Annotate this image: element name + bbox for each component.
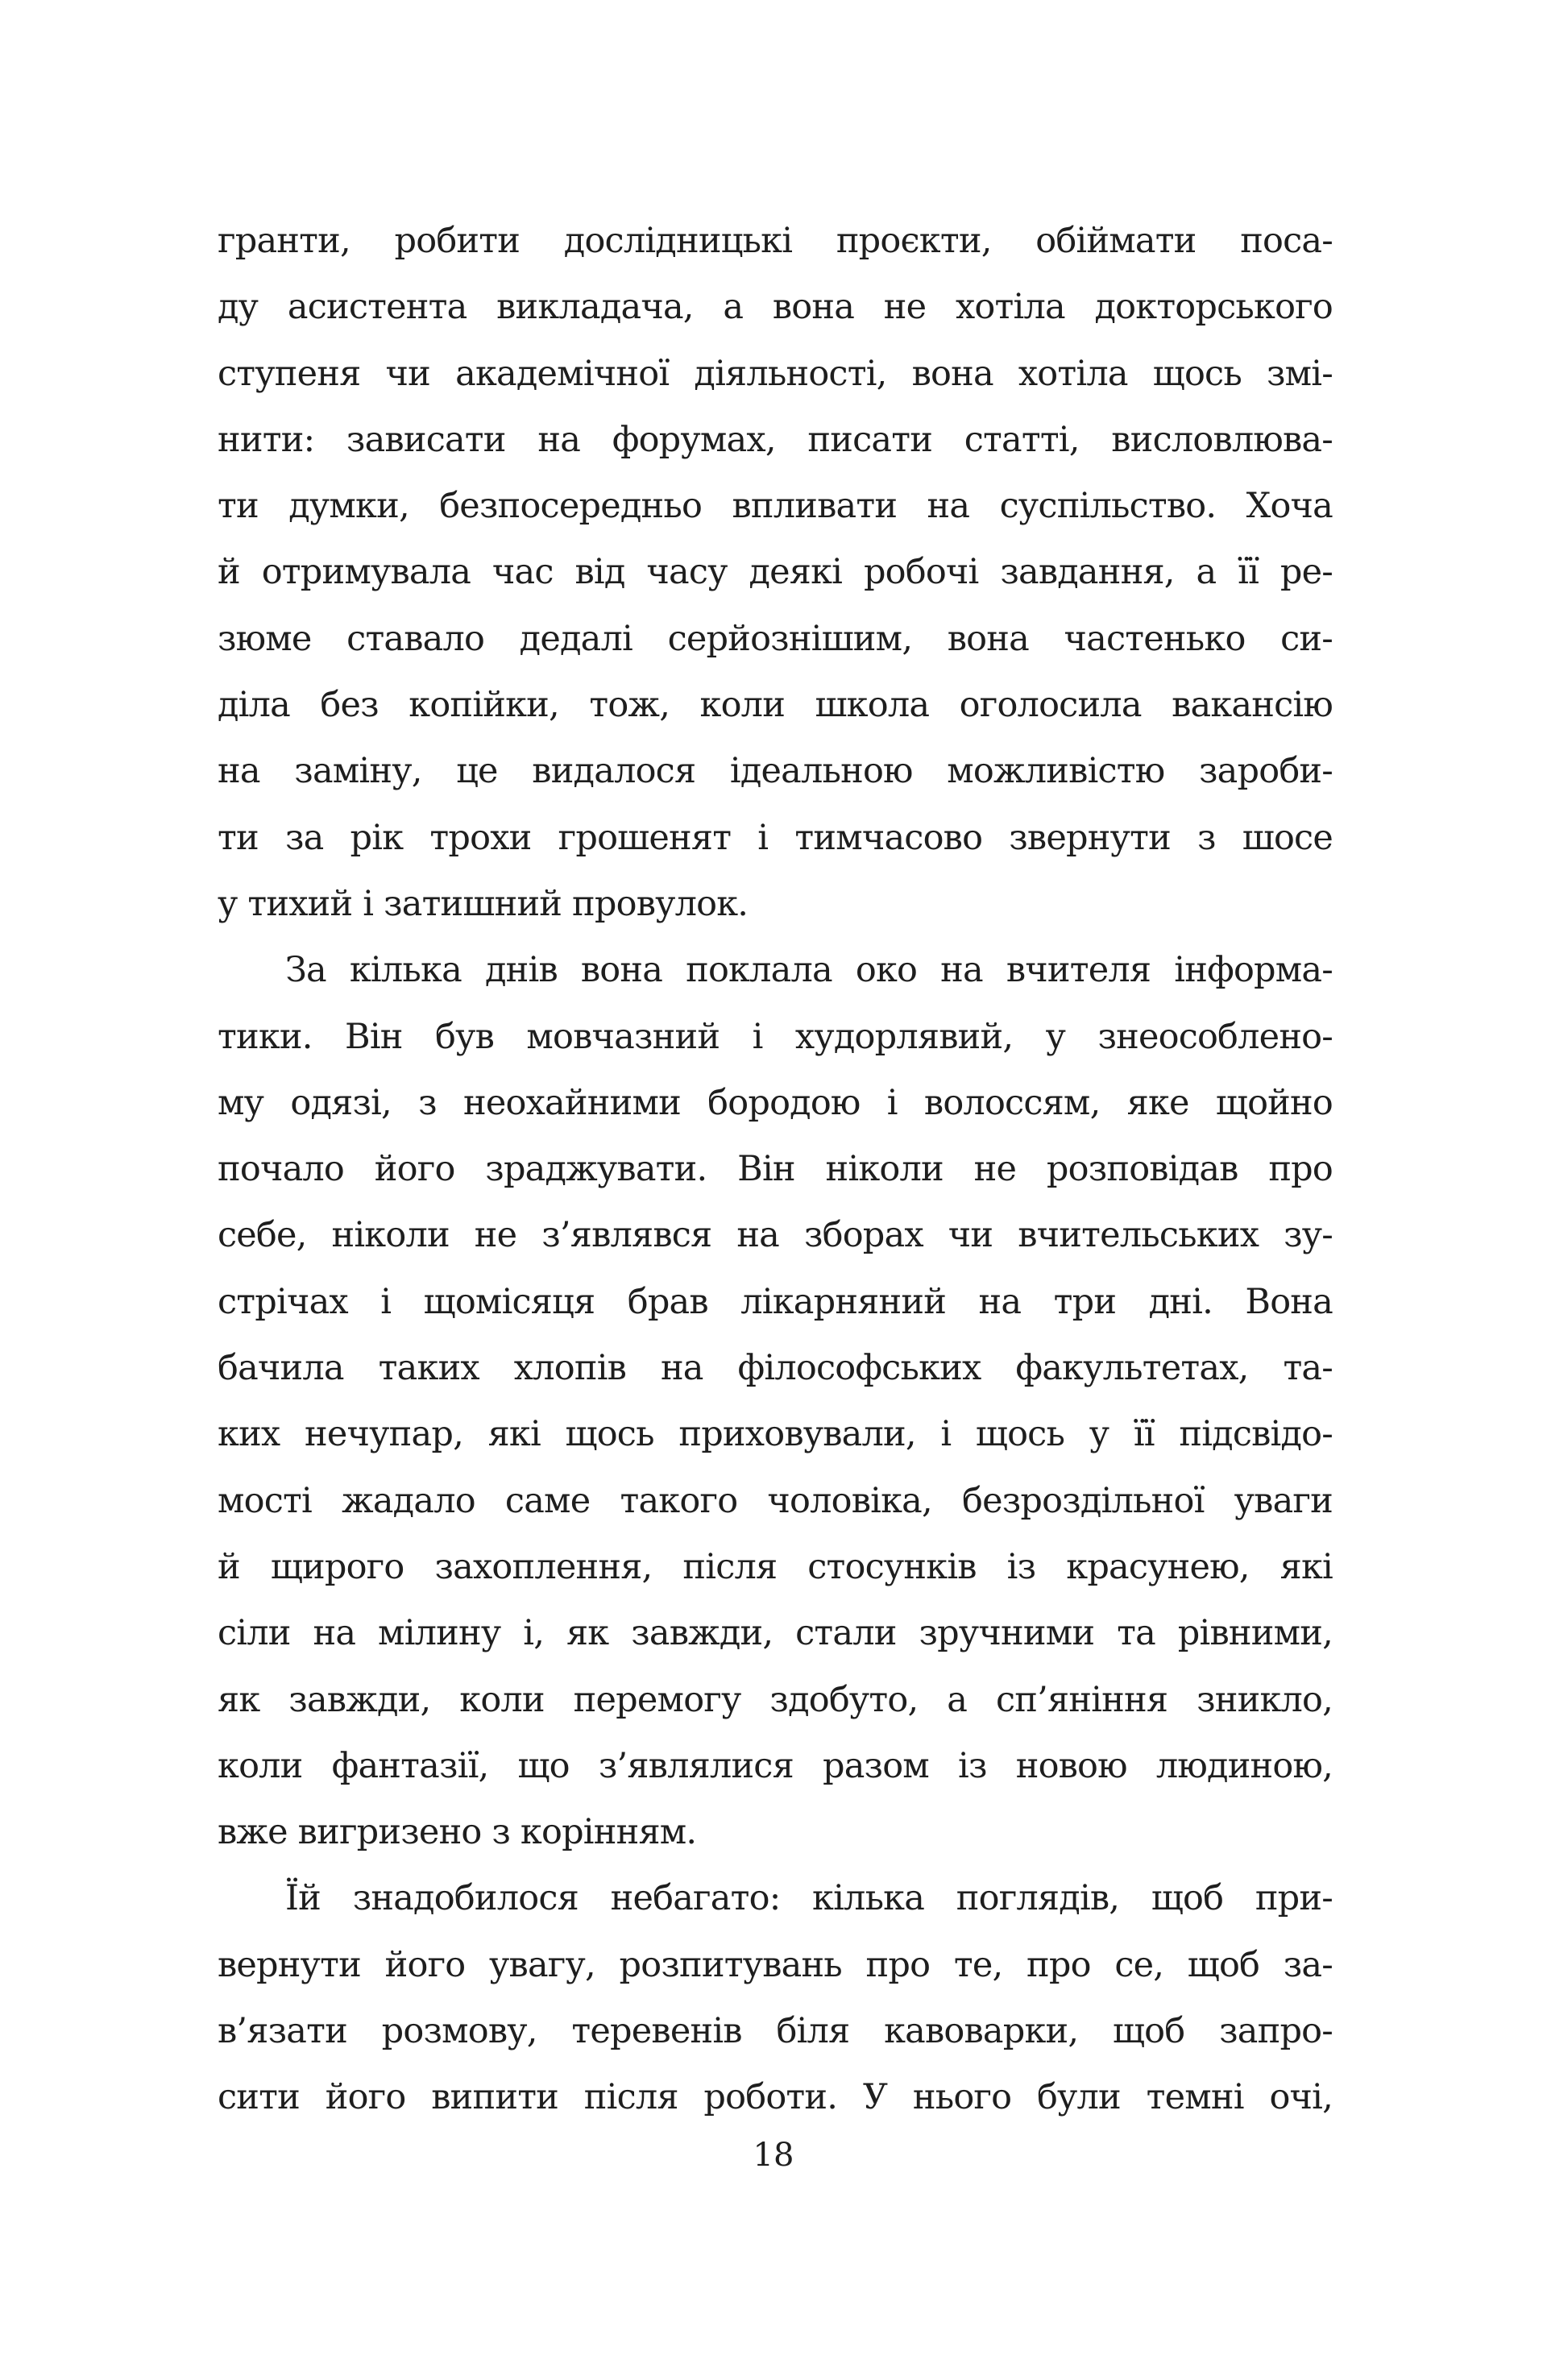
text-line: ти думки, безпосередньо впливати на суспільство. Хоча [218, 486, 1333, 527]
text-line: коли фантазії, що з’являлися разом із новою людиною, [218, 1745, 1333, 1786]
text-line: себе, ніколи не з’являвся на зборах чи вчительських зу- [218, 1215, 1333, 1256]
text-line: вернути його увагу, розпитувань про те, про се, щоб за- [218, 1944, 1333, 1985]
text-line: За кілька днів вона поклала око на вчителя інформа- [285, 950, 1333, 991]
text-line: й отримувала час від часу деякі робочі завдання, а її ре- [218, 552, 1333, 593]
text-line: тики. Він був мовчазний і худорлявий, у знеособлено- [218, 1016, 1333, 1057]
text-line: вже вигризено з корінням. [218, 1812, 697, 1853]
text-line: Їй знадобилося небагато: кілька поглядів, щоб при- [285, 1878, 1333, 1919]
text-line: ти за рік трохи грошенят і тимчасово звернути з шосе [218, 817, 1333, 858]
text-line: ду асистента викладача, а вона не хотіла докторського [218, 287, 1333, 328]
text-line: у тихий і затишний провулок. [218, 883, 749, 924]
paragraph [218, 208, 1333, 937]
text-line: на заміну, це видалося ідеальною можливістю зароби- [218, 751, 1333, 792]
paragraph [218, 937, 1333, 1865]
text-line: ких нечупар, які щось приховували, і щось у її підсвідо- [218, 1414, 1333, 1455]
text-line: почало його зраджувати. Він ніколи не розповідав про [218, 1149, 1333, 1190]
text-line: ступеня чи академічної діяльності, вона хотіла щось змі- [218, 353, 1333, 394]
page-number: 18 [753, 2137, 794, 2174]
text-line: діла без копійки, тож, коли школа оголосила вакансію [218, 685, 1333, 726]
text-line: й щирого захоплення, після стосунків із красунею, які [218, 1546, 1333, 1587]
text-line: стрічах і щомісяця брав лікарняний на три дні. Вона [218, 1281, 1333, 1322]
text-line: мості жадало саме такого чоловіка, безроздільної уваги [218, 1480, 1333, 1521]
text-line: му одязі, з неохайними бородою і волоссям, яке щойно [218, 1082, 1333, 1123]
text-line: сіли на мілину і, як завжди, стали зручними та рівними, [218, 1613, 1333, 1654]
text-line: як завжди, коли перемогу здобуто, а сп’яніння зникло, [218, 1679, 1333, 1720]
text-line: сити його випити після роботи. У нього були темні очі, [218, 2077, 1333, 2118]
paragraph [218, 1865, 1333, 2130]
body-text [218, 208, 1333, 2131]
text-line: бачила таких хлопів на філософських факультетах, та- [218, 1348, 1333, 1389]
text-line: нити: зависати на форумах, писати статті, висловлюва- [218, 419, 1333, 460]
text-line: гранти, робити дослідницькі проєкти, обіймати поса- [218, 221, 1333, 261]
text-line: зюме ставало дедалі серйознішим, вона частенько си- [218, 618, 1333, 659]
text-line: в’язати розмову, теревенів біля кавоварки, щоб запро- [218, 2011, 1333, 2052]
